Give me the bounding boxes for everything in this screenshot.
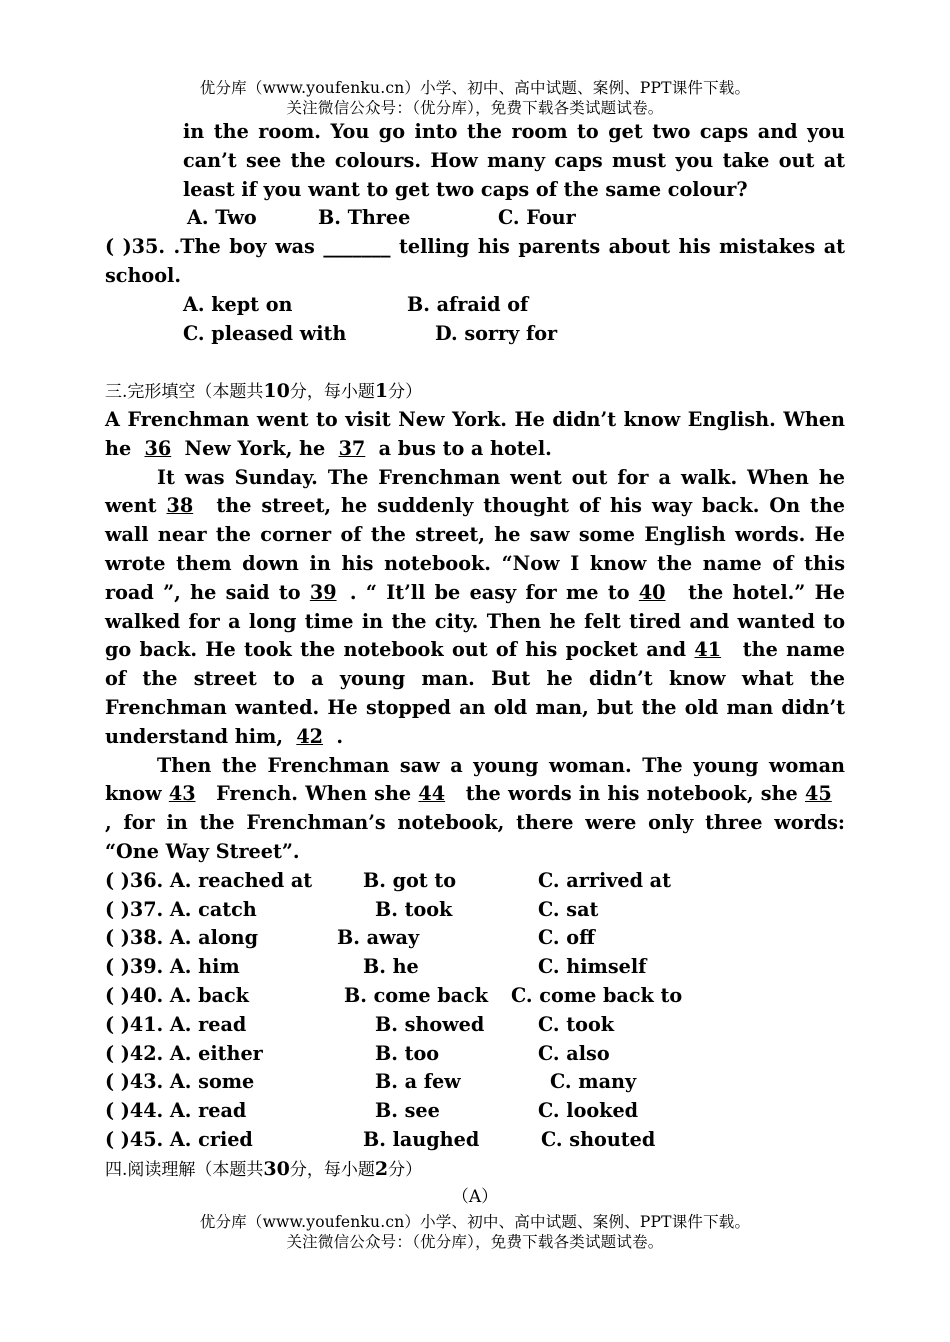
passage-line: , for in the Frenchman’s notebook, there were only three words: <box>105 811 845 835</box>
choice-row: ( )38. A. along B. away C. off <box>105 926 595 950</box>
choice-row: ( )41. A. read B. showed C. took <box>105 1012 615 1036</box>
part-a-label: （A） <box>451 1187 499 1208</box>
spacer <box>105 348 845 377</box>
choice-row: ( )42. A. either B. too C. also <box>105 1041 610 1065</box>
choice-row: ( )45. A. cried B. laughed C. shouted <box>105 1127 656 1151</box>
option: B. Three <box>318 206 411 230</box>
q35-stem-cont: school. <box>105 263 182 287</box>
q35-options <box>105 320 845 349</box>
q34-line: in the room. You go into the room to get two caps and you <box>183 120 845 143</box>
passage-line: wrote them down in his notebook. “Now I know the name of this <box>105 551 845 575</box>
passage-line: wall near the corner of the street, he saw some English words. He <box>105 523 845 547</box>
passage-line: road ”, he said to 39 . “ It’ll be easy for me to 40 the hotel.” He <box>105 579 845 608</box>
blank-42: 42 <box>296 724 324 748</box>
blank-45: 45 <box>805 782 832 806</box>
blank-38: 38 <box>166 494 194 518</box>
passage-line: understand him, 42 . <box>105 723 845 752</box>
choice-row: ( )43. A. some B. a few C. many <box>105 1070 637 1094</box>
blank-39: 39 <box>309 580 337 604</box>
passage-line: go back. He took the notebook out of his pocket and 41 the name <box>105 636 845 665</box>
blank-44: 44 <box>418 782 446 806</box>
exam-page <box>105 118 845 1212</box>
option: A. kept on <box>183 292 293 316</box>
blank-40: 40 <box>638 580 666 604</box>
q34-options <box>105 204 845 233</box>
q34-line: least if you want to get two caps of the same colour? <box>183 177 748 201</box>
passage-line: It was Sunday. The Frenchman went out for a walk. When he <box>157 465 845 489</box>
q34-line: can’t see the colours. How many caps must you take out at <box>183 148 845 172</box>
header-line-1: 优分库（www.youfenku.cn）小学、初中、高中试题、案例、PPT课件下载。 <box>199 79 751 97</box>
section-4-heading: 四.阅读理解（本题共30分，每小题2分） <box>105 1157 423 1180</box>
footer-line-1: 优分库（www.youfenku.cn）小学、初中、高中试题、案例、PPT课件下载。 <box>199 1213 751 1231</box>
passage-line: he 36 New York, he 37 a bus to a hotel. <box>105 435 845 464</box>
blank-36: 36 <box>144 436 172 460</box>
passage-line: went 38 the street, he suddenly thought of his way back. On the <box>105 492 845 521</box>
blank-43: 43 <box>168 782 196 806</box>
choice-row: ( )37. A. catch B. took C. sat <box>105 897 599 921</box>
q35-options <box>105 291 845 320</box>
option: C. pleased with <box>183 321 347 345</box>
choice-row: ( )40. A. back B. come back C. come back to <box>105 983 683 1007</box>
passage-line: of the street to a young man. But he didn’t know what the <box>105 667 845 691</box>
blank-41: 41 <box>694 638 722 662</box>
option: B. afraid of <box>407 292 529 316</box>
choice-row: ( )36. A. reached at B. got to C. arrived at <box>105 868 671 892</box>
choice-row: ( )44. A. read B. see C. looked <box>105 1099 639 1123</box>
passage-line: A Frenchman went to visit New York. He didn’t know English. When <box>105 407 845 431</box>
section-3-heading: 三.完形填空（本题共10分，每小题1分） <box>105 380 423 403</box>
option: C. Four <box>498 206 576 230</box>
blank-37: 37 <box>338 436 366 460</box>
passage-line: “One Way Street”. <box>105 839 300 863</box>
option: A. Two <box>187 206 257 230</box>
header-line-2: 关注微信公众号：（优分库），免费下载各类试题试卷。 <box>286 99 664 117</box>
page-header <box>0 78 950 118</box>
footer-line-2: 关注微信公众号：（优分库），免费下载各类试题试卷。 <box>286 1233 664 1251</box>
choice-row: ( )39. A. him B. he C. himself <box>105 955 647 979</box>
page-footer <box>0 1212 950 1252</box>
passage-line: walked for a long time in the city. Then he felt tired and wanted to <box>105 609 845 633</box>
q35-stem: ( )35. .The boy was _______ telling his parents about his mistakes at <box>105 235 845 259</box>
passage-line: Frenchman wanted. He stopped an old man, but the old man didn’t <box>105 695 845 719</box>
passage-line: know 43 French. When she 44 the words in his notebook, she 45 <box>105 780 845 809</box>
passage-line: Then the Frenchman saw a young woman. The young woman <box>157 753 845 777</box>
option: D. sorry for <box>435 321 558 345</box>
